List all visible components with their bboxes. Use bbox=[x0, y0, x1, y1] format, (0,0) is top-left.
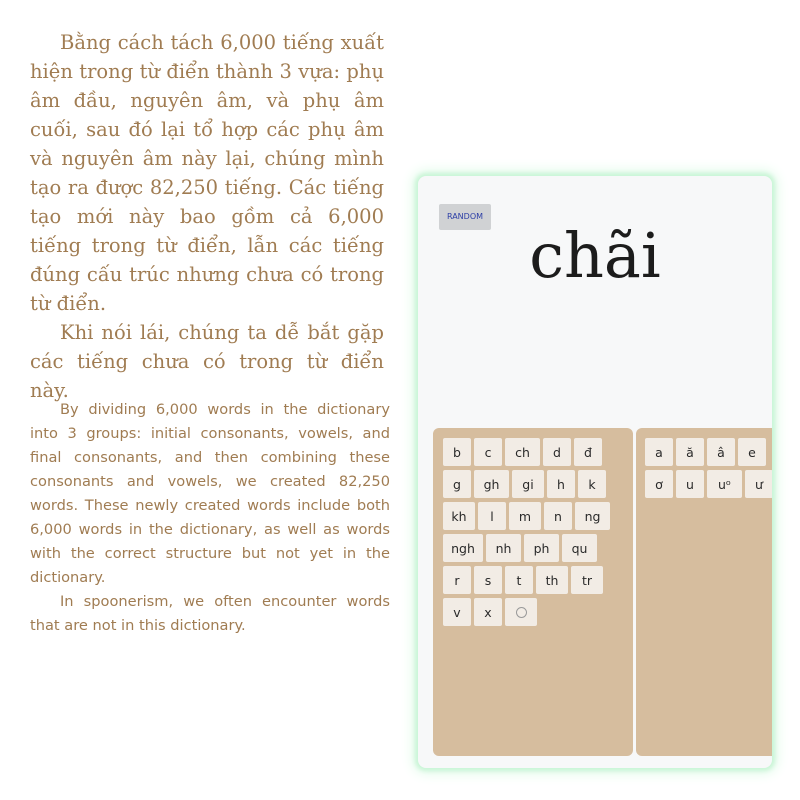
random-button[interactable]: RANDOM bbox=[439, 204, 491, 230]
key-initial[interactable]: h bbox=[547, 470, 575, 498]
key-initial[interactable]: đ bbox=[574, 438, 602, 466]
initial-consonant-panel bbox=[433, 428, 633, 756]
english-description bbox=[30, 398, 390, 638]
key-initial[interactable]: c bbox=[474, 438, 502, 466]
key-initial[interactable]: d bbox=[543, 438, 571, 466]
current-word-display: chãi bbox=[529, 219, 661, 292]
key-initial[interactable]: th bbox=[536, 566, 568, 594]
word-generator-app bbox=[418, 176, 772, 768]
vietnamese-description bbox=[30, 28, 384, 405]
key-vowel[interactable]: u bbox=[676, 470, 704, 498]
empty-circle-icon bbox=[516, 607, 527, 618]
key-initial[interactable]: v bbox=[443, 598, 471, 626]
key-initial[interactable]: ng bbox=[575, 502, 610, 530]
key-vowel[interactable]: ư bbox=[745, 470, 772, 498]
initial-row-6 bbox=[443, 598, 537, 626]
key-initial[interactable]: r bbox=[443, 566, 471, 594]
key-initial[interactable]: x bbox=[474, 598, 502, 626]
initial-row-4 bbox=[443, 534, 597, 562]
initial-row-3 bbox=[443, 502, 610, 530]
key-initial[interactable]: qu bbox=[562, 534, 597, 562]
key-initial[interactable]: gh bbox=[474, 470, 509, 498]
vowel-row-1 bbox=[645, 438, 766, 466]
key-vowel[interactable]: ơ bbox=[645, 470, 673, 498]
vowel-row-2 bbox=[645, 470, 772, 498]
key-initial[interactable]: ch bbox=[505, 438, 540, 466]
key-initial[interactable]: gi bbox=[512, 470, 544, 498]
key-vowel[interactable]: uᵒ bbox=[707, 470, 742, 498]
vietnamese-paragraph-2: Khi nói lái, chúng ta dễ bắt gặp các tiếng chưa có trong từ điển này. bbox=[30, 321, 384, 402]
key-initial[interactable]: m bbox=[509, 502, 541, 530]
vietnamese-paragraph-1: Bằng cách tách 6,000 tiếng xuất hiện trong từ điển thành 3 vựa: phụ âm đầu, nguyên âm, và phụ âm cuối, sau đó lại tổ hợp các phụ âm và nguyên âm này lại, chúng mình tạo ra được 82,250 tiếng. Các tiếng tạo mới này bao gồm cả 6,000 tiếng trong từ điển, lẫn các tiếng đúng cấu trúc nhưng chưa có trong từ điển. bbox=[30, 31, 384, 315]
initial-row-5 bbox=[443, 566, 603, 594]
key-no-initial[interactable] bbox=[505, 598, 537, 626]
key-initial[interactable]: k bbox=[578, 470, 606, 498]
key-initial[interactable]: ngh bbox=[443, 534, 483, 562]
key-initial[interactable]: ph bbox=[524, 534, 559, 562]
key-vowel[interactable]: a bbox=[645, 438, 673, 466]
initial-row-2 bbox=[443, 470, 606, 498]
vowel-panel bbox=[636, 428, 772, 756]
key-initial[interactable]: tr bbox=[571, 566, 603, 594]
key-initial[interactable]: b bbox=[443, 438, 471, 466]
initial-row-1 bbox=[443, 438, 602, 466]
key-initial[interactable]: l bbox=[478, 502, 506, 530]
key-vowel[interactable]: e bbox=[738, 438, 766, 466]
english-paragraph-1: By dividing 6,000 words in the dictionary into 3 groups: initial consonants, vowels, and final consonants, and then combining these consonants and vowels, we created 82,250 words. These newly created words include both 6,000 words in the dictionary, as well as words with the correct structure but not yet in the dictionary. bbox=[30, 401, 390, 586]
key-initial[interactable]: s bbox=[474, 566, 502, 594]
key-vowel[interactable]: ă bbox=[676, 438, 704, 466]
key-initial[interactable]: nh bbox=[486, 534, 521, 562]
key-initial[interactable]: g bbox=[443, 470, 471, 498]
english-paragraph-2: In spoonerism, we often encounter words that are not in this dictionary. bbox=[30, 593, 390, 634]
key-initial[interactable]: n bbox=[544, 502, 572, 530]
key-initial[interactable]: kh bbox=[443, 502, 475, 530]
key-vowel[interactable]: â bbox=[707, 438, 735, 466]
key-initial[interactable]: t bbox=[505, 566, 533, 594]
